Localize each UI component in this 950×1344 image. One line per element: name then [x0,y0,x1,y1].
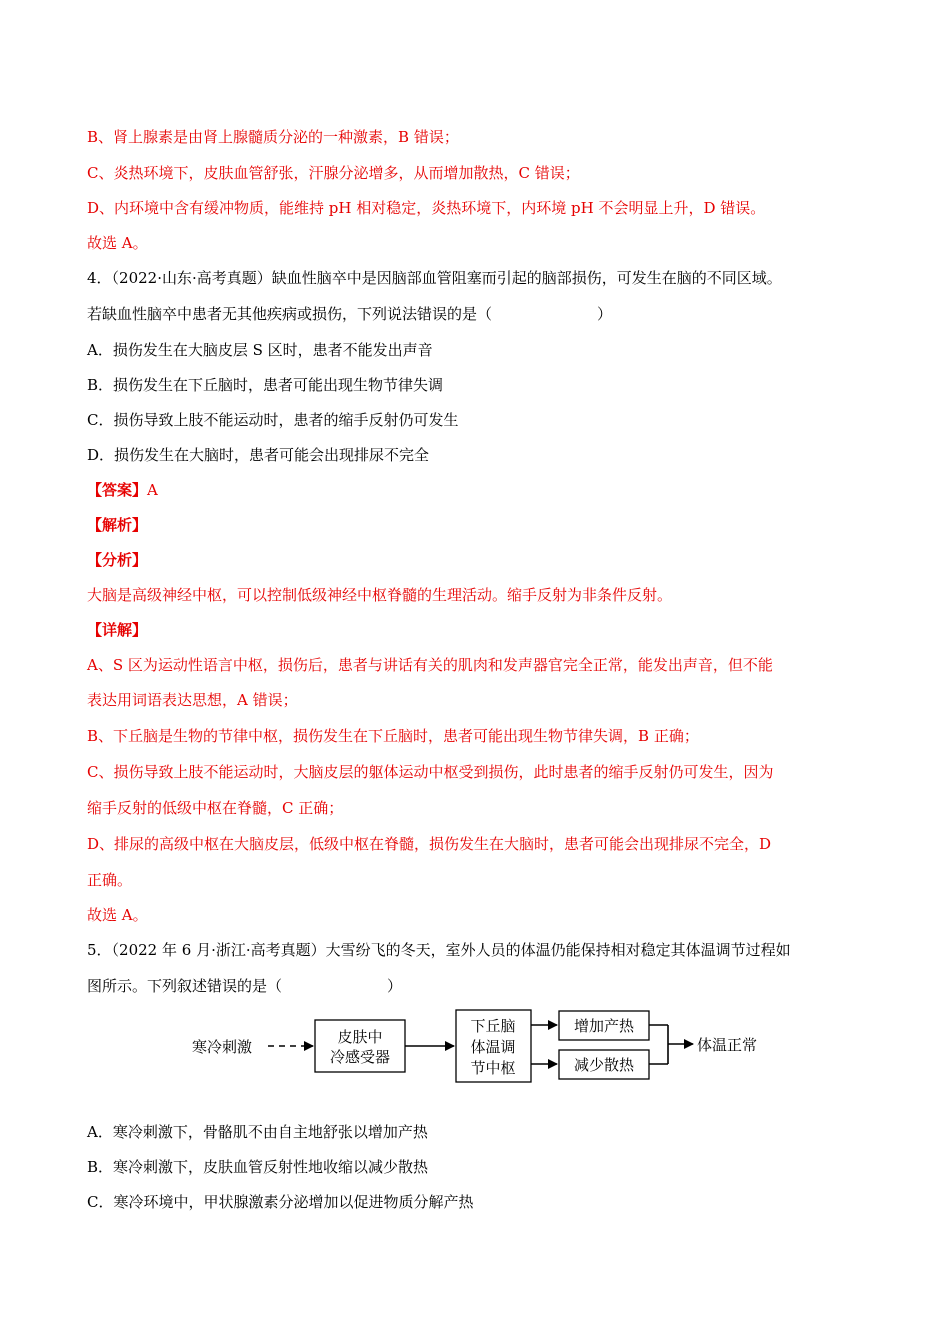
q4-option-a: A．损伤发生在大脑皮层 S 区时，患者不能发出声音 [87,341,433,359]
stimulus-label: 寒冷刺激 [192,1038,253,1056]
q5-stem-line-2: 图所示。下列叙述错误的是（ ） [87,977,403,995]
detail-line: C、损伤导致上肢不能运动时，大脑皮层的躯体运动中枢受到损伤，此时患者的缩手反射仍可发生，因为 [87,763,774,781]
conclusion-line: 故选 A。 [87,234,148,252]
explanation-line-b: B、肾上腺素是由肾上腺髓质分泌的一种激素，B 错误； [87,128,459,146]
heat-production-label: 增加产热 [573,1017,635,1035]
detail-line: 表达用词语表达思想，A 错误； [87,691,298,709]
q5-option-c: C．寒冷环境中，甲状腺激素分泌增加以促进物质分解产热 [87,1193,474,1211]
detail-line: B、下丘脑是生物的节律中枢，损伤发生在下丘脑时，患者可能出现生物节律失调，B 正确； [87,727,699,745]
result-label: 体温正常 [697,1036,758,1054]
hypothalamus-label-3: 节中枢 [470,1059,516,1077]
q4-conclusion: 故选 A。 [87,906,148,924]
q4-stem-line-2: 若缺血性脑卒中患者无其他疾病或损伤，下列说法错误的是（ ） [87,305,613,323]
explanation-line-d: D、内环境中含有缓冲物质，能维持 pH 相对稳定，炎热环境下，内环境 pH 不会明显上升，D 错误。 [87,199,766,217]
detail-line: D、排尿的高级中枢在大脑皮层，低级中枢在脊髓，损伤发生在大脑时，患者可能会出现排尿不完全，D [87,835,772,853]
q4-stem-line-1: 4．（2022·山东·高考真题）缺血性脑卒中是因脑部血管阻塞而引起的脑部损伤，可发生在脑的不同区域。 [87,269,782,287]
detail-line: 正确。 [87,871,133,889]
detail-line: A、S 区为运动性语言中枢，损伤后，患者与讲话有关的肌肉和发声器官完全正常，能发出声音，但不能 [87,656,773,674]
explanation-line-c: C、炎热环境下，皮肤血管舒张，汗腺分泌增多，从而增加散热，C 错误； [87,164,580,182]
q5-option-b: B．寒冷刺激下，皮肤血管反射性地收缩以减少散热 [87,1158,429,1176]
answer-value: A [147,481,158,499]
fenxi-tag: 【分析】 [87,551,148,569]
xiangjie-tag: 【详解】 [87,621,148,639]
hypothalamus-label-2: 体温调 [470,1038,516,1056]
answer-tag: 【答案】 [87,481,148,499]
q4-option-c: C．损伤导致上肢不能运动时，患者的缩手反射仍可发生 [87,411,459,429]
heat-loss-label: 减少散热 [573,1056,635,1074]
receptor-label-1: 皮肤中 [337,1028,383,1046]
fenxi-text: 大脑是高级神经中枢，可以控制低级神经中枢脊髓的生理活动。缩手反射为非条件反射。 [87,586,673,604]
q5-stem-line-1: 5．（2022 年 6 月·浙江·高考真题）大雪纷飞的冬天，室外人员的体温仍能保持相对稳定其体温调节过程如 [87,941,791,959]
q4-option-b: B．损伤发生在下丘脑时，患者可能出现生物节律失调 [87,376,444,394]
hypothalamus-label-1: 下丘脑 [470,1017,516,1035]
detail-line: 缩手反射的低级中枢在脊髓，C 正确； [87,799,344,817]
receptor-label-2: 冷感受器 [329,1048,391,1066]
jiexi-tag: 【解析】 [87,516,148,534]
q5-option-a: A．寒冷刺激下，骨骼肌不由自主地舒张以增加产热 [87,1123,428,1141]
q4-option-d: D．损伤发生在大脑时，患者可能会出现排尿不完全 [87,446,430,464]
